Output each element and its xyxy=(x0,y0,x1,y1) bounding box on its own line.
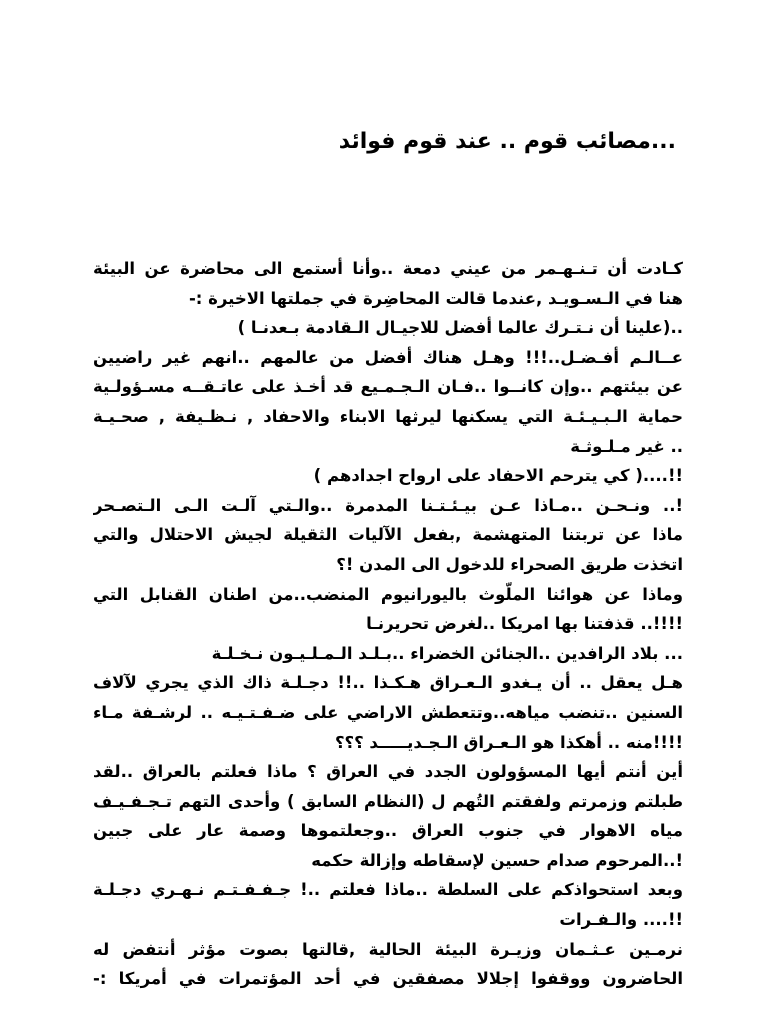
article-title: ...مصائب قوم .. عند قوم فوائد xyxy=(338,129,676,154)
body-line: نرمـين عـثـمان وزيـرة البيئة الحالية ,قالتها بصوت مؤثر أنتفض له xyxy=(93,939,683,959)
body-line: !!!!منه .. أهكذا هو الـعـراق الـجـديـــــد ؟؟؟ xyxy=(334,732,683,752)
body-line: هـل يعقل .. أن يـغدو الـعـراق هـكـذا ..!! دجـلـة ذاك الذي يجري لآلاف xyxy=(93,673,683,693)
body-line: ماذا عن تربتنا المتهشمة ,بفعل الآليات الثقيلة لجيش الاحتلال والتي xyxy=(93,525,683,545)
body-line: !.. ونـحـن ..مـاذا عـن بيـئـتـنا المدمرة ..والـتي آلـت الـى الـتصـحر xyxy=(93,495,683,515)
body-line: وماذا عن هوائنا الملّوث باليورانيوم المنضب..من اطنان القنابل التي xyxy=(93,584,683,604)
body-line: مياه الاهوار في جنوب العراق ..وجعلتموها وصمة عار على جبين xyxy=(93,821,683,841)
body-line: ..(علينا أن نـتـرك عالما أفضل للاجيـال الـقادمة بـعدنـا ) xyxy=(237,318,683,338)
body-line: الحاضرون ووقفوا إجلالا مصفقين في أحد المؤتمرات في أمريكا :- xyxy=(93,969,683,989)
body-line: حماية الـبـيـئـة التي يسكنها ليرثها الابناء والاحفاد , نـظـيفة , صحـيـة xyxy=(93,406,683,426)
body-line: السنين ..تنضب مياهه..وتتعطش الاراضي على ضـفـتـيـه .. لرشـفة مـاء xyxy=(93,702,683,722)
body-line: هنا في الـسـويـد ,عندما قالت المحاضِرة في جملتها الاخيرة :- xyxy=(188,288,683,308)
body-line: !!.... والـفـرات xyxy=(559,910,683,930)
body-line: عن بيئتهم ..وإن كانــوا ..فـان الـجـمـيع قد أخـذ على عاتـقــه مسـؤولـية xyxy=(93,377,683,397)
body-line: وبعد استحواذكم على السلطة ..ماذا فعلتم ..! جـفـفـتـم نـهـري دجـلـة xyxy=(93,880,683,900)
body-line: اتخذت طريق الصحراء للدخول الى المدن !؟ xyxy=(336,554,683,574)
body-line: !..المرحوم صدام حسين لإسقاطه وإزالة حكمه xyxy=(311,850,683,870)
body-line: أين أنتم أيها المسؤولون الجدد في العراق ؟ ماذا فعلتم بالعراق ..لقد xyxy=(93,762,683,782)
body-line: !!!!.. قذفتنا بها امريكا ..لغرض تحريرنـا xyxy=(366,614,683,634)
body-line: كـادت أن تـنـهـمر من عيني دمعة ..وأنا أستمع الى محاضرة عن البيئة xyxy=(93,259,683,278)
article-body xyxy=(93,254,683,994)
body-line: طبلتم وزمرتم ولفقتم التُهم ل (النظام السابق ) وأحدى التهم تـجـفـيـف xyxy=(93,791,683,811)
body-line: !!....( كي يترحم الاحفاد على ارواح اجدادهم ) xyxy=(313,466,683,486)
body-line: عــالـم أفـضـل..!!! وهـل هناك أفضل من عالمهم ..انهم غير راضيين xyxy=(93,347,683,367)
body-line: ... بلاد الرافدين ..الجنائن الخضراء ..بـلـد الـمـلـيـون نـخـلـة xyxy=(211,643,683,663)
body-line: .. غير مـلـوثـة xyxy=(570,436,683,456)
